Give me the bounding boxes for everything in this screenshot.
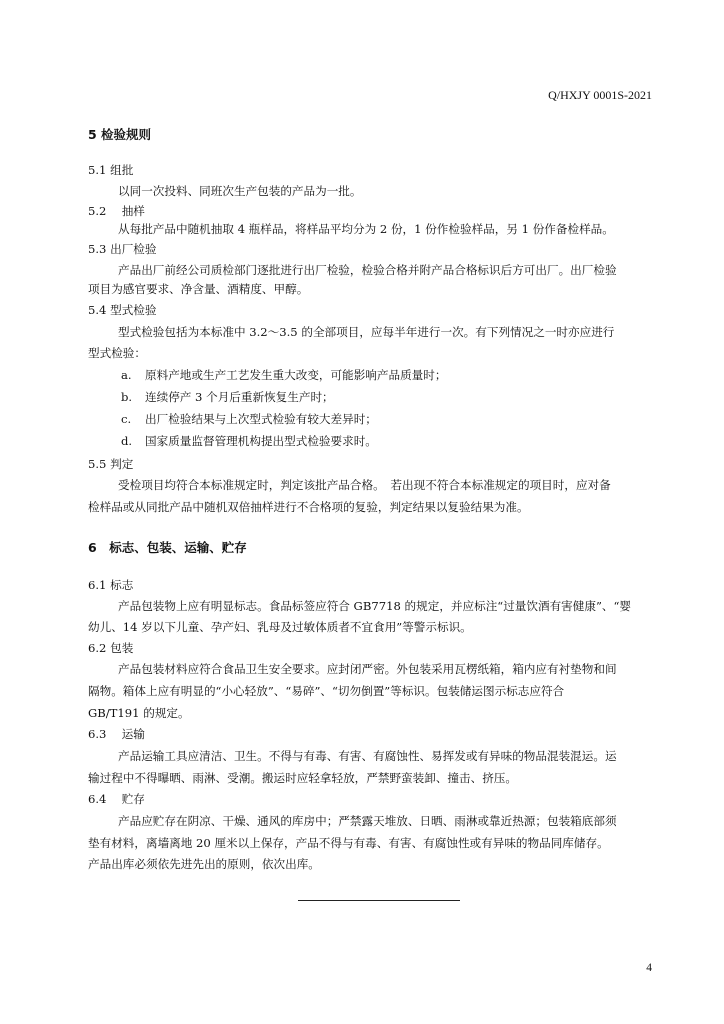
section-5-1-heading: 5.1 组批 [88, 163, 134, 177]
section-5-3-line: 产品出厂前经公司质检部门逐批进行出厂检验，检验合格并附产品合格标识后方可出厂。出厂检验 [118, 263, 617, 277]
section-6-1-line: 产品包装物上应有明显标志。食品标签应符合 GB7718 的规定，并应标注“过量饮酒有害健康”、“婴 [118, 599, 632, 613]
list-item-marker: c. [121, 412, 132, 426]
section-6-4-line: 产品出库必须依先进先出的原则，依次出库。 [88, 857, 320, 871]
document-code: Q/HXJY 0001S-2021 [548, 88, 652, 102]
list-item-text: 原料产地或生产工艺发生重大改变，可能影响产品质量时； [145, 368, 447, 382]
section-5-3-line: 项目为感官要求、净含量、酒精度、甲醇。 [88, 282, 309, 296]
section-5-5-heading: 5.5 判定 [88, 457, 134, 471]
list-item-marker: d. [121, 434, 133, 448]
section-5-title: 5 检验规则 [88, 127, 152, 142]
section-6-3-heading: 6.3 运输 [88, 727, 145, 741]
section-6-2-line: 隔物。箱体上应有明显的“小心轻放”、“易碎”、“切勿倒置”等标识。包装储运图示标志应符合 [88, 684, 565, 698]
section-5-4-line: 型式检验包括为本标准中 3.2～3.5 的全部项目，应每半年进行一次。有下列情况之一时亦应进行 [118, 325, 615, 339]
section-6-1-heading: 6.1 标志 [88, 578, 134, 592]
section-6-4-heading: 6.4 贮存 [88, 792, 145, 806]
list-item-text: 出厂检验结果与上次型式检验有较大差异时； [145, 412, 377, 426]
section-6-4-line: 产品应贮存在阴凉、干燥、通风的库房中；严禁露天堆放、日晒、雨淋或靠近热源；包装箱底部须 [118, 814, 617, 828]
section-6-2-line: GB/T191 的规定。 [88, 706, 190, 720]
section-6-3-line: 产品运输工具应清洁、卫生。不得与有毒、有害、有腐蚀性、易挥发或有异味的物品混装混运。运 [118, 749, 617, 763]
section-5-1-text: 以同一次投料、同班次生产包装的产品为一批。 [118, 184, 362, 198]
list-item-text: 连续停产 3 个月后重新恢复生产时； [145, 390, 334, 404]
section-6-title: 6 标志、包装、运输、贮存 [88, 540, 247, 555]
section-5-4-line: 型式检验： [88, 346, 146, 360]
section-6-2-heading: 6.2 包装 [88, 641, 134, 655]
section-5-3-heading: 5.3 出厂检验 [88, 242, 157, 256]
list-item-text: 国家质量监督管理机构提出型式检验要求时。 [145, 434, 377, 448]
section-6-2-line: 产品包装材料应符合食品卫生安全要求。应封闭严密。外包装采用瓦楞纸箱，箱内应有衬垫物和间 [118, 662, 617, 676]
section-5-5-line: 检样品或从同批产品中随机双倍抽样进行不合格项的复验，判定结果以复验结果为准。 [88, 500, 529, 514]
end-divider [298, 900, 460, 901]
list-item-marker: b. [121, 390, 133, 404]
section-5-4-heading: 5.4 型式检验 [88, 303, 157, 317]
section-6-1-line: 幼儿、14 岁以下儿童、孕产妇、乳母及过敏体质者不宜食用”等警示标识。 [88, 620, 472, 634]
section-6-4-line: 垫有材料，离墙离地 20 厘米以上保存，产品不得与有毒、有害、有腐蚀性或有异味的物品同库储存。 [88, 836, 609, 850]
section-5-2-heading: 5.2 抽样 [88, 204, 145, 218]
section-5-5-line: 受检项目均符合本标准规定时，判定该批产品合格。 若出现不符合本标准规定的项目时，应对备 [118, 478, 611, 492]
page-number: 4 [646, 962, 652, 974]
section-5-2-text: 从每批产品中随机抽取 4 瓶样品，将样品平均分为 2 份，1 份作检验样品，另 1 份作备检样品。 [118, 222, 614, 236]
list-item-marker: a. [121, 368, 132, 382]
section-6-3-line: 输过程中不得曝晒、雨淋、受潮。搬运时应轻拿轻放，严禁野蛮装卸、撞击、挤压。 [88, 771, 517, 785]
